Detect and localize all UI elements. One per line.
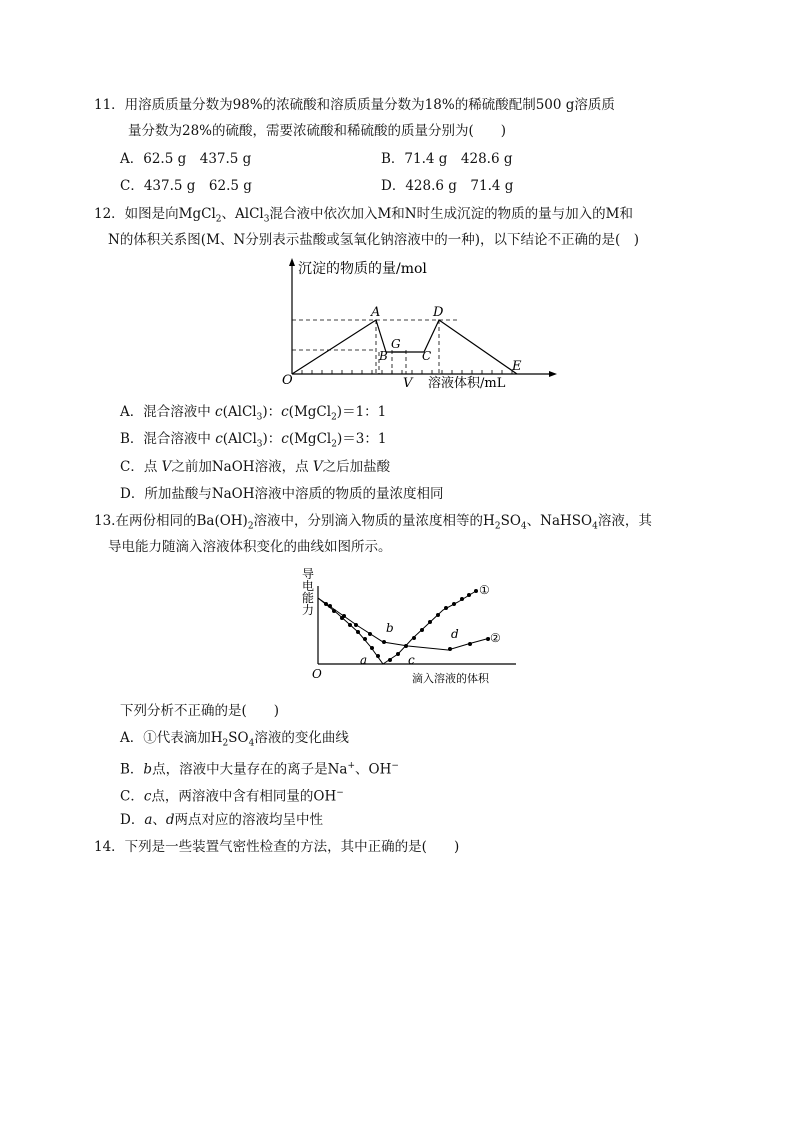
q13-point-c-label: c bbox=[408, 653, 415, 667]
q13-conductivity-diagram bbox=[298, 564, 530, 688]
q13-stem-line2: 导电能力随滴入溶液体积变化的曲线如图所示。 bbox=[108, 539, 392, 555]
q12-point-v-label: V bbox=[403, 376, 413, 391]
q13-point-b-label: b bbox=[386, 621, 394, 635]
q13-curve2-label: ② bbox=[490, 631, 501, 645]
q12-point-c-label: C bbox=[422, 349, 432, 363]
q12-point-g-label: G bbox=[391, 337, 401, 351]
q11-stem-line2: 量分数为28%的硫酸，需要浓硫酸和稀硫酸的质量分别为( ) bbox=[128, 123, 507, 139]
q11-option-c: C．437.5 g 62.5 g bbox=[120, 178, 252, 194]
q13-y-axis-label-char2: 电 bbox=[302, 579, 315, 593]
q12-option-b: B．混合溶液中 c(AlCl$_3$)：c(MgCl$_2$)＝3：1 bbox=[120, 431, 387, 450]
q14-stem-line1: 14．下列是一些装置气密性检查的方法，其中正确的是( ) bbox=[94, 839, 460, 855]
q13-option-d: D．a、d两点对应的溶液均呈中性 bbox=[120, 812, 324, 828]
q12-option-a: A．混合溶液中 c(AlCl$_3$)：c(MgCl$_2$)＝1：1 bbox=[120, 404, 387, 423]
q13-y-axis-label-char4: 力 bbox=[302, 603, 315, 617]
q13-question: 下列分析不正确的是( ) bbox=[120, 703, 280, 719]
q12-origin-label: O bbox=[282, 373, 293, 388]
q13-y-axis-label-char1: 导 bbox=[302, 567, 315, 581]
q12-point-e-label: E bbox=[512, 359, 522, 374]
q12-point-d-label: D bbox=[433, 305, 444, 320]
q11-option-b: B．71.4 g 428.6 g bbox=[381, 151, 513, 167]
q13-x-axis-label: 滴入溶液的体积 bbox=[412, 672, 489, 685]
q13-point-d-label: d bbox=[451, 627, 459, 641]
q11-option-d: D．428.6 g 71.4 g bbox=[381, 178, 514, 194]
q12-point-a-label: A bbox=[371, 305, 381, 320]
q12-x-axis-label: 溶液体积/mL bbox=[428, 376, 506, 391]
q11-stem-line1: 11．用溶质质量分数为98%的浓硫酸和溶质质量分数为18%的稀硫酸配制500 g溶质质 bbox=[94, 97, 615, 113]
q13-y-axis-label-char3: 能 bbox=[302, 591, 315, 605]
q12-y-axis-label: 沉淀的物质的量/mol bbox=[298, 261, 427, 277]
q12-option-d: D．所加盐酸与NaOH溶液中溶质的物质的量浓度相同 bbox=[120, 486, 444, 502]
q13-stem-line1: 13.在两份相同的$Ba(OH)_2$溶液中，分别滴入物质的量浓度相等的$H_2SO_4$、NaHSO$_4$溶液，其 bbox=[94, 513, 652, 532]
q13-point-a-label: a bbox=[360, 653, 368, 667]
q12-option-c: C．点 V之前加NaOH溶液，点 V之后加盐酸 bbox=[120, 459, 391, 475]
q12-precipitate-diagram bbox=[276, 256, 566, 392]
q13-option-a: A．①代表滴加$H_2SO_4$溶液的变化曲线 bbox=[120, 730, 349, 749]
q11-option-a: A．62.5 g 437.5 g bbox=[120, 151, 252, 167]
q13-option-b: B．b点，溶液中大量存在的离子是Na+、OH− bbox=[120, 761, 399, 778]
q13-origin-label: O bbox=[312, 667, 322, 681]
q13-curve1-label: ① bbox=[479, 583, 490, 597]
q12-point-b-label: B bbox=[379, 349, 388, 363]
q12-stem-line2: N的体积关系图(M、N分别表示盐酸或氢氧化钠溶液中的一种)，以下结论不正确的是( ) bbox=[108, 232, 640, 248]
q13-option-c: C．c点，两溶液中含有相同量的OH− bbox=[120, 788, 344, 805]
q12-stem-line1: 12．如图是向MgCl$_2$、AlCl$_3$混合液中依次加入M和N时生成沉淀的物质的量与加入的M和 bbox=[94, 206, 633, 225]
